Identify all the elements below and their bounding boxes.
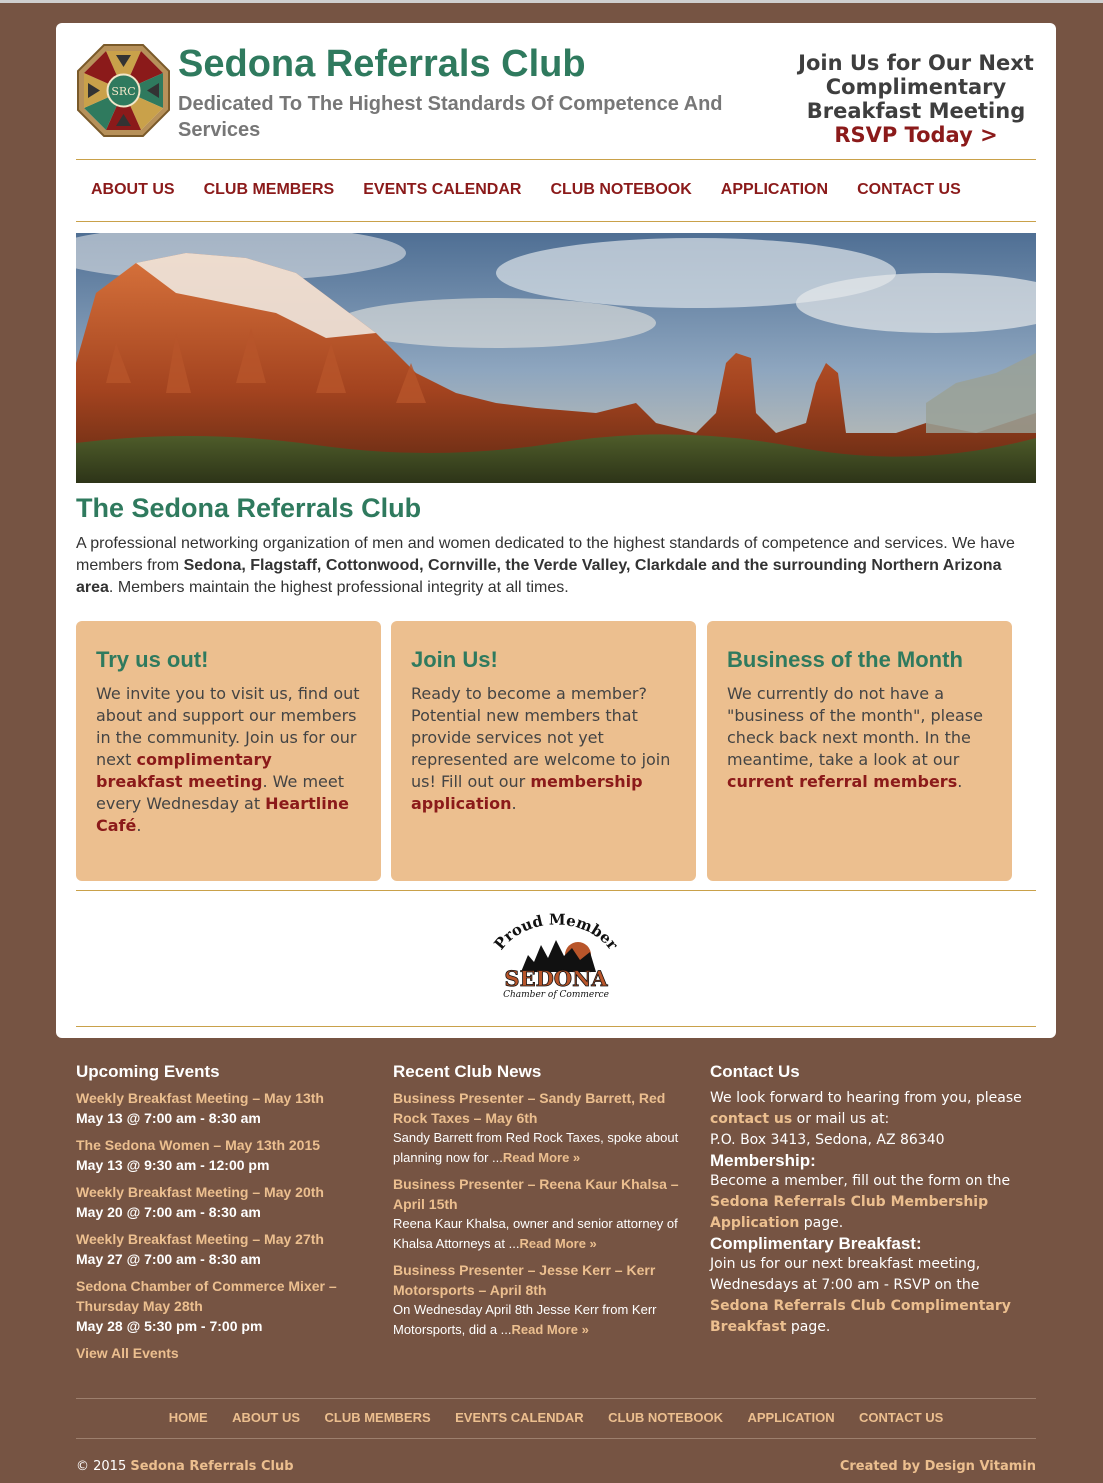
- badge-sedona: SEDONA: [504, 966, 608, 991]
- feature-box-join-us: [391, 621, 696, 881]
- event-date: May 28 @ 5:30 pm - 7:00 pm: [76, 1318, 263, 1334]
- box-text-segment: .: [957, 772, 963, 791]
- contact-text-segment: We look forward to hearing from you, please: [710, 1090, 1022, 1106]
- event-title[interactable]: Weekly Breakfast Meeting – May 13th: [76, 1090, 324, 1106]
- top-border: [0, 0, 1103, 3]
- news-title[interactable]: Business Presenter – Sandy Barrett, Red Rock Taxes – May 6th: [393, 1090, 666, 1126]
- nav-application[interactable]: APPLICATION: [720, 181, 829, 198]
- nav-club-notebook[interactable]: CLUB NOTEBOOK: [550, 181, 692, 198]
- nav-about-us[interactable]: ABOUT US: [91, 181, 175, 198]
- designer-credit: [840, 1459, 1036, 1474]
- nav-events-calendar[interactable]: EVENTS CALENDAR: [363, 181, 522, 198]
- site-title[interactable]: Sedona Referrals Club: [178, 43, 586, 85]
- copyright-prefix: © 2015: [76, 1459, 131, 1474]
- copyright: [76, 1459, 294, 1474]
- read-more-link[interactable]: Read More »: [519, 1236, 597, 1251]
- news-excerpt: [393, 1214, 693, 1254]
- view-all-events-link[interactable]: View All Events: [76, 1345, 179, 1361]
- logo-monogram: SRC: [111, 85, 136, 98]
- boxes-divider: [76, 890, 1036, 891]
- feature-box-text: [411, 683, 676, 815]
- feature-box-text: [96, 683, 361, 837]
- membership-application-link[interactable]: membership application: [411, 772, 643, 813]
- news-excerpt-text: Reena Kaur Khalsa, owner and senior attorney of Khalsa Attorneys at ...: [393, 1216, 678, 1251]
- footer-nav-contact-us[interactable]: CONTACT US: [859, 1410, 944, 1425]
- box-text-segment: .: [511, 794, 517, 813]
- read-more-link[interactable]: Read More »: [511, 1322, 589, 1337]
- intro-text-part-1: A professional networking organization of men and women dedicated to the highest standards of competence and services. We have members from: [76, 535, 1015, 574]
- contact-heading: Contact Us: [710, 1062, 800, 1081]
- nav-divider: [76, 221, 1036, 222]
- box-text-segment: Ready to become a member? Potential new members that provide services not yet represented are welcome to join us! Fill out our: [411, 684, 671, 791]
- intro-text: [76, 533, 1036, 599]
- footer-nav-application[interactable]: APPLICATION: [747, 1410, 835, 1425]
- membership-text-segment: page.: [799, 1215, 844, 1231]
- intro-text-part-2: . Members maintain the highest professional integrity at all times.: [108, 579, 569, 596]
- intro-title: The Sedona Referrals Club: [76, 493, 422, 523]
- event-date: May 27 @ 7:00 am - 8:30 am: [76, 1251, 261, 1267]
- chamber-badge-icon: [486, 900, 626, 1000]
- badge-proud-member: Proud Member: [490, 910, 622, 954]
- complimentary-breakfast-page-link[interactable]: Sedona Referrals Club Complimentary Breakfast: [710, 1298, 1011, 1335]
- footer-nav: [76, 1409, 1036, 1427]
- current-referral-members-link[interactable]: current referral members: [727, 772, 958, 791]
- badge-chamber: Chamber of Commerce: [503, 990, 609, 1000]
- red-rock-landscape-image: [76, 233, 1036, 483]
- contact-us: [710, 1062, 1036, 1338]
- chamber-member-badge[interactable]: [486, 900, 626, 1000]
- main-card: [56, 23, 1056, 1038]
- news-title[interactable]: Business Presenter – Reena Kaur Khalsa – April 15th: [393, 1176, 679, 1212]
- box-text-segment: We currently do not have a "business of the month", please check back next month. In the meantime, take a look at our: [727, 684, 983, 769]
- membership-text-segment: Become a member, fill out the form on the: [710, 1173, 1011, 1189]
- site-tagline: Dedicated To The Highest Standards Of Competence And Services: [178, 93, 723, 141]
- nav-contact-us[interactable]: CONTACT US: [857, 181, 961, 198]
- contact-us-link[interactable]: contact us: [710, 1111, 793, 1127]
- read-more-link[interactable]: Read More »: [502, 1150, 581, 1165]
- breakfast-text: [710, 1254, 1036, 1338]
- news-excerpt-text: Sandy Barrett from Red Rock Taxes, spoke about planning now for ...: [393, 1130, 679, 1165]
- footer-nav-club-members[interactable]: CLUB MEMBERS: [324, 1410, 431, 1425]
- news-excerpt: [393, 1300, 693, 1340]
- footer-nav-about-us[interactable]: ABOUT US: [232, 1410, 301, 1425]
- recent-club-news: [393, 1062, 693, 1346]
- club-logo[interactable]: [76, 43, 171, 138]
- card-bottom-divider: [76, 1026, 1036, 1027]
- event-date: May 13 @ 9:30 am - 12:00 pm: [76, 1157, 270, 1173]
- event-title[interactable]: Weekly Breakfast Meeting – May 20th: [76, 1184, 324, 1200]
- feature-box-title: Join Us!: [411, 647, 498, 672]
- event-title[interactable]: Weekly Breakfast Meeting – May 27th: [76, 1231, 324, 1247]
- breakfast-text-segment: Join us for our next breakfast meeting, Wednesdays at 7:00 am - RSVP on the: [710, 1256, 981, 1293]
- mailing-address: P.O. Box 3413, Sedona, AZ 86340: [710, 1132, 945, 1148]
- news-title[interactable]: Business Presenter – Jesse Kerr – Kerr Motorsports – April 8th: [393, 1262, 656, 1298]
- breakfast-heading: Complimentary Breakfast:: [710, 1234, 922, 1253]
- event-title[interactable]: The Sedona Women – May 13th 2015: [76, 1137, 321, 1153]
- news-excerpt-text: On Wednesday April 8th Jesse Kerr from Kerr Motorsports, did a ...: [393, 1302, 657, 1337]
- breakfast-text-segment: page.: [786, 1319, 831, 1335]
- nav-club-members[interactable]: CLUB MEMBERS: [203, 181, 335, 198]
- footer-divider-bottom: [76, 1438, 1036, 1439]
- box-text-segment: .: [136, 816, 142, 835]
- event-date: May 13 @ 7:00 am - 8:30 am: [76, 1110, 261, 1126]
- rsvp-line-2: Complimentary: [825, 75, 1007, 99]
- footer-nav-home[interactable]: HOME: [168, 1410, 208, 1425]
- heartline-cafe-link[interactable]: Heartline Café: [96, 794, 349, 835]
- membership-application-page-link[interactable]: Sedona Referrals Club Membership Application: [710, 1194, 989, 1231]
- box-text-segment: . We meet every Wednesday at: [96, 772, 345, 813]
- contact-text-segment: or mail us at:: [792, 1111, 890, 1127]
- event-title[interactable]: Sedona Chamber of Commerce Mixer – Thursday May 28th: [76, 1278, 337, 1314]
- feature-box-business-of-month: [707, 621, 1012, 881]
- footer-nav-club-notebook[interactable]: CLUB NOTEBOOK: [608, 1410, 723, 1425]
- club-logo-icon: [76, 43, 171, 138]
- contact-text: [710, 1088, 1036, 1151]
- membership-heading: Membership:: [710, 1151, 816, 1170]
- copyright-site-link[interactable]: Sedona Referrals Club: [130, 1459, 294, 1474]
- feature-box-title: Business of the Month: [727, 647, 963, 672]
- upcoming-events: [76, 1062, 376, 1363]
- feature-box-title: Try us out!: [96, 647, 209, 672]
- rsvp-line-3: Breakfast Meeting: [806, 99, 1026, 123]
- upcoming-events-heading: Upcoming Events: [76, 1062, 220, 1081]
- rsvp-line-1: Join Us for Our Next: [798, 51, 1034, 75]
- recent-news-heading: Recent Club News: [393, 1062, 542, 1081]
- feature-box-text: [727, 683, 992, 793]
- hero-image: [76, 233, 1036, 483]
- event-date: May 20 @ 7:00 am - 8:30 am: [76, 1204, 261, 1220]
- intro-text-locations: Sedona, Flagstaff, Cottonwood, Cornville, the Verde Valley, Clarkdale and the surrounding Northern Arizona area: [76, 557, 1002, 596]
- footer-nav-events-calendar[interactable]: EVENTS CALENDAR: [455, 1410, 584, 1425]
- news-excerpt: [393, 1128, 693, 1168]
- complimentary-breakfast-link[interactable]: complimentary breakfast meeting: [96, 750, 272, 791]
- main-nav: [76, 160, 1036, 220]
- footer-divider-top: [76, 1398, 1036, 1399]
- design-vitamin-link[interactable]: Created by Design Vitamin: [839, 1459, 1036, 1474]
- box-text-segment: We invite you to visit us, find out about and support our members in the community. Join us for our next: [96, 684, 360, 769]
- membership-text: [710, 1171, 1036, 1234]
- rsvp-today-link[interactable]: RSVP Today >: [834, 123, 998, 147]
- feature-box-try-us: [76, 621, 381, 881]
- rsvp-promo: [771, 51, 1061, 147]
